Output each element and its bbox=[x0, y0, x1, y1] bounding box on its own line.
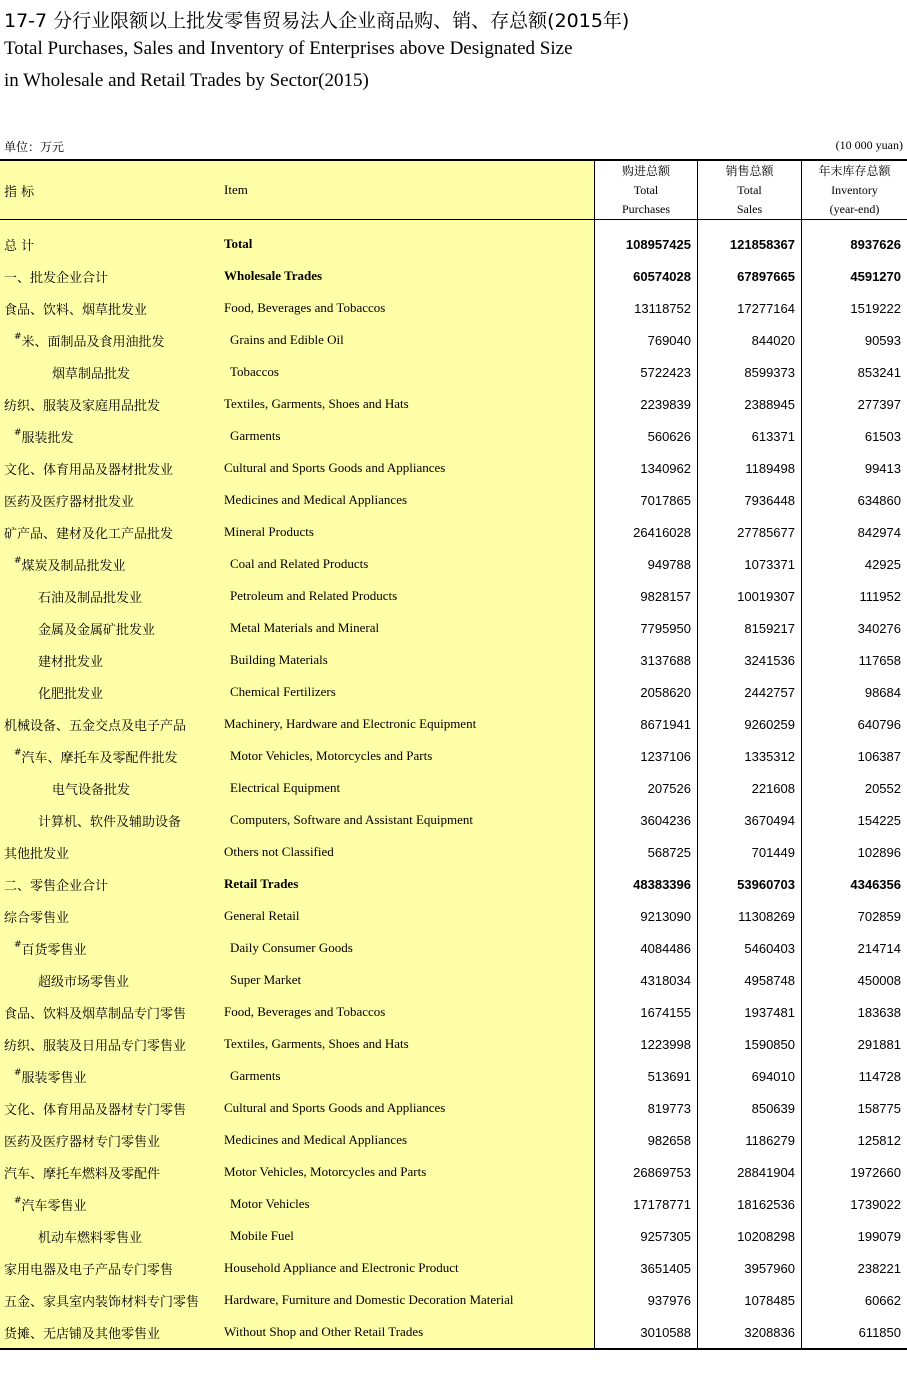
cell-sales: 1186279 bbox=[697, 1124, 801, 1156]
cell-purchases: 1340962 bbox=[594, 452, 697, 484]
row-indicator-cn bbox=[0, 900, 216, 932]
row-indicator-text: 机械设备、五金交点及电子产品 bbox=[4, 718, 187, 734]
cell-inventory: 238221 bbox=[801, 1252, 907, 1284]
row-indicator-text: 综合零售业 bbox=[4, 910, 70, 926]
row-indicator-text: 纺织、服装及日用品专门零售业 bbox=[4, 1038, 187, 1054]
header-inventory-en1: Inventory bbox=[831, 182, 878, 197]
cell-sales: 18162536 bbox=[697, 1188, 801, 1220]
cell-inventory: 634860 bbox=[801, 484, 907, 516]
cell-sales: 850639 bbox=[697, 1092, 801, 1124]
row-indicator-cn bbox=[0, 324, 216, 356]
cell-inventory: 4591270 bbox=[801, 260, 907, 292]
row-indicator-text: 百货零售业 bbox=[21, 942, 87, 958]
table-row bbox=[0, 1028, 907, 1060]
row-item-en: Cultural and Sports Goods and Appliances bbox=[216, 452, 594, 484]
cell-inventory: 158775 bbox=[801, 1092, 907, 1124]
cell-inventory: 1972660 bbox=[801, 1156, 907, 1188]
cell-inventory: 1739022 bbox=[801, 1188, 907, 1220]
table-row bbox=[0, 1316, 907, 1348]
row-indicator-cn bbox=[0, 708, 216, 740]
row-item-en: Building Materials bbox=[216, 644, 594, 676]
table-row bbox=[0, 836, 907, 868]
row-indicator-cn bbox=[0, 964, 216, 996]
cell-sales: 17277164 bbox=[697, 292, 801, 324]
row-indicator-text: 石油及制品批发业 bbox=[38, 590, 143, 606]
row-indicator-cn bbox=[0, 932, 216, 964]
table-row bbox=[0, 708, 907, 740]
cell-sales: 1073371 bbox=[697, 548, 801, 580]
row-item-en: General Retail bbox=[216, 900, 594, 932]
row-indicator-cn bbox=[0, 740, 216, 772]
table-row bbox=[0, 644, 907, 676]
cell-sales: 53960703 bbox=[697, 868, 801, 900]
table-row bbox=[0, 548, 907, 580]
cell-inventory: 61503 bbox=[801, 420, 907, 452]
row-item-en: Mobile Fuel bbox=[216, 1220, 594, 1252]
cell-sales: 694010 bbox=[697, 1060, 801, 1092]
table-row bbox=[0, 1156, 907, 1188]
cell-sales: 1078485 bbox=[697, 1284, 801, 1316]
row-indicator-cn bbox=[0, 452, 216, 484]
cell-purchases: 5722423 bbox=[594, 356, 697, 388]
cell-inventory: 842974 bbox=[801, 516, 907, 548]
cell-inventory: 611850 bbox=[801, 1316, 907, 1348]
table-row bbox=[0, 484, 907, 516]
cell-purchases: 9257305 bbox=[594, 1220, 697, 1252]
row-indicator-cn bbox=[0, 260, 216, 292]
table-row bbox=[0, 900, 907, 932]
row-indicator-cn bbox=[0, 548, 216, 580]
footnote-marker: # bbox=[14, 556, 22, 566]
table-row bbox=[0, 324, 907, 356]
cell-sales: 844020 bbox=[697, 324, 801, 356]
cell-purchases: 1223998 bbox=[594, 1028, 697, 1060]
row-indicator-cn bbox=[0, 1092, 216, 1124]
cell-inventory: 8937626 bbox=[801, 228, 907, 260]
table-row bbox=[0, 452, 907, 484]
row-indicator-text: 五金、家具室内装饰材料专门零售 bbox=[4, 1294, 200, 1310]
row-item-en: Motor Vehicles, Motorcycles and Parts bbox=[216, 1156, 594, 1188]
row-indicator-cn bbox=[0, 676, 216, 708]
cell-inventory: 450008 bbox=[801, 964, 907, 996]
cell-inventory: 20552 bbox=[801, 772, 907, 804]
row-item-en: Tobaccos bbox=[216, 356, 594, 388]
cell-purchases: 3137688 bbox=[594, 644, 697, 676]
table-row bbox=[0, 740, 907, 772]
row-indicator-text: 文化、体育用品及器材专门零售 bbox=[4, 1102, 187, 1118]
row-item-en: Textiles, Garments, Shoes and Hats bbox=[216, 1028, 594, 1060]
cell-purchases: 26416028 bbox=[594, 516, 697, 548]
row-indicator-text: 建材批发业 bbox=[38, 654, 104, 670]
row-item-en: Others not Classified bbox=[216, 836, 594, 868]
cell-purchases: 513691 bbox=[594, 1060, 697, 1092]
table-row bbox=[0, 1060, 907, 1092]
table-row bbox=[0, 612, 907, 644]
table-title-cn: 17-7 分行业限额以上批发零售贸易法人企业商品购、销、存总额(2015年) bbox=[4, 10, 630, 32]
cell-sales: 1335312 bbox=[697, 740, 801, 772]
row-item-en: Medicines and Medical Appliances bbox=[216, 484, 594, 516]
cell-inventory: 4346356 bbox=[801, 868, 907, 900]
row-indicator-cn bbox=[0, 1028, 216, 1060]
table-row bbox=[0, 1092, 907, 1124]
cell-purchases: 949788 bbox=[594, 548, 697, 580]
unit-label-en: (10 000 yuan) bbox=[835, 138, 903, 152]
table-spacer bbox=[0, 220, 907, 228]
cell-sales: 2442757 bbox=[697, 676, 801, 708]
header-purchases-cn: 购进总额 bbox=[621, 163, 670, 178]
cell-sales: 8159217 bbox=[697, 612, 801, 644]
row-indicator-cn bbox=[0, 1252, 216, 1284]
cell-inventory: 99413 bbox=[801, 452, 907, 484]
cell-inventory: 111952 bbox=[801, 580, 907, 612]
cell-sales: 7936448 bbox=[697, 484, 801, 516]
row-indicator-cn bbox=[0, 1060, 216, 1092]
header-sales-cn: 销售总额 bbox=[725, 163, 774, 178]
header-purchases-en2: Purchases bbox=[622, 201, 670, 216]
cell-purchases: 13118752 bbox=[594, 292, 697, 324]
cell-inventory: 853241 bbox=[801, 356, 907, 388]
table-row bbox=[0, 1220, 907, 1252]
cell-inventory: 640796 bbox=[801, 708, 907, 740]
cell-sales: 10208298 bbox=[697, 1220, 801, 1252]
cell-purchases: 48383396 bbox=[594, 868, 697, 900]
table-row bbox=[0, 228, 907, 260]
row-indicator-text: 家用电器及电子产品专门零售 bbox=[4, 1262, 174, 1278]
cell-inventory: 277397 bbox=[801, 388, 907, 420]
cell-purchases: 3010588 bbox=[594, 1316, 697, 1348]
cell-sales: 4958748 bbox=[697, 964, 801, 996]
table-row bbox=[0, 932, 907, 964]
cell-sales: 9260259 bbox=[697, 708, 801, 740]
row-item-en: Motor Vehicles, Motorcycles and Parts bbox=[216, 740, 594, 772]
header-inventory-cn: 年末库存总额 bbox=[818, 163, 891, 178]
cell-purchases: 3651405 bbox=[594, 1252, 697, 1284]
cell-purchases: 7795950 bbox=[594, 612, 697, 644]
cell-sales: 2388945 bbox=[697, 388, 801, 420]
cell-purchases: 4318034 bbox=[594, 964, 697, 996]
cell-inventory: 183638 bbox=[801, 996, 907, 1028]
row-indicator-cn bbox=[0, 1220, 216, 1252]
row-indicator-text: 食品、饮料、烟草批发业 bbox=[4, 302, 148, 318]
table-row bbox=[0, 996, 907, 1028]
table-row bbox=[0, 964, 907, 996]
row-item-en: Machinery, Hardware and Electronic Equipment bbox=[216, 708, 594, 740]
cell-purchases: 26869753 bbox=[594, 1156, 697, 1188]
row-indicator-cn bbox=[0, 1316, 216, 1348]
row-indicator-text: 汽车、摩托车及零配件批发 bbox=[21, 750, 178, 766]
row-indicator-cn bbox=[0, 836, 216, 868]
row-indicator-cn bbox=[0, 484, 216, 516]
table-row bbox=[0, 1124, 907, 1156]
row-indicator-text: 二、零售企业合计 bbox=[4, 878, 109, 894]
row-item-en: Chemical Fertilizers bbox=[216, 676, 594, 708]
cell-purchases: 108957425 bbox=[594, 228, 697, 260]
row-item-en: Medicines and Medical Appliances bbox=[216, 1124, 594, 1156]
row-item-en: Textiles, Garments, Shoes and Hats bbox=[216, 388, 594, 420]
cell-sales: 27785677 bbox=[697, 516, 801, 548]
cell-inventory: 117658 bbox=[801, 644, 907, 676]
row-indicator-text: 医药及医疗器材批发业 bbox=[4, 494, 135, 510]
table-row bbox=[0, 420, 907, 452]
footnote-marker: # bbox=[14, 1068, 22, 1078]
unit-label-cn: 单位：万元 bbox=[4, 140, 65, 154]
header-inventory bbox=[801, 161, 907, 219]
cell-sales: 3670494 bbox=[697, 804, 801, 836]
cell-sales: 1937481 bbox=[697, 996, 801, 1028]
row-item-en: Garments bbox=[216, 420, 594, 452]
cell-purchases: 9828157 bbox=[594, 580, 697, 612]
row-indicator-cn bbox=[0, 580, 216, 612]
table-header bbox=[0, 161, 907, 220]
row-item-en: Mineral Products bbox=[216, 516, 594, 548]
row-item-en: Motor Vehicles bbox=[216, 1188, 594, 1220]
cell-inventory: 42925 bbox=[801, 548, 907, 580]
table-row bbox=[0, 580, 907, 612]
table-row bbox=[0, 1188, 907, 1220]
row-indicator-text: 金属及金属矿批发业 bbox=[38, 622, 156, 638]
cell-purchases: 2058620 bbox=[594, 676, 697, 708]
cell-purchases: 560626 bbox=[594, 420, 697, 452]
table-row bbox=[0, 356, 907, 388]
row-indicator-cn bbox=[0, 1188, 216, 1220]
row-indicator-text: 矿产品、建材及化工产品批发 bbox=[4, 526, 174, 542]
row-item-en: Wholesale Trades bbox=[216, 260, 594, 292]
cell-purchases: 937976 bbox=[594, 1284, 697, 1316]
header-indicator: 指 标 bbox=[0, 161, 216, 219]
table-row bbox=[0, 1252, 907, 1284]
row-indicator-text: 服装批发 bbox=[21, 430, 74, 446]
row-indicator-text: 米、面制品及食用油批发 bbox=[21, 334, 165, 350]
row-indicator-text: 食品、饮料及烟草制品专门零售 bbox=[4, 1006, 187, 1022]
table-row bbox=[0, 1284, 907, 1316]
cell-inventory: 90593 bbox=[801, 324, 907, 356]
cell-purchases: 3604236 bbox=[594, 804, 697, 836]
table-row bbox=[0, 676, 907, 708]
row-indicator-cn bbox=[0, 1156, 216, 1188]
row-indicator-cn bbox=[0, 804, 216, 836]
header-item: Item bbox=[216, 161, 594, 219]
cell-inventory: 214714 bbox=[801, 932, 907, 964]
row-indicator-cn bbox=[0, 1284, 216, 1316]
cell-inventory: 102896 bbox=[801, 836, 907, 868]
table-row bbox=[0, 868, 907, 900]
row-item-en: Garments bbox=[216, 1060, 594, 1092]
cell-sales: 3957960 bbox=[697, 1252, 801, 1284]
row-item-en: Computers, Software and Assistant Equipment bbox=[216, 804, 594, 836]
cell-purchases: 7017865 bbox=[594, 484, 697, 516]
row-indicator-cn bbox=[0, 292, 216, 324]
cell-purchases: 60574028 bbox=[594, 260, 697, 292]
header-sales-en2: Sales bbox=[736, 201, 763, 216]
row-indicator-text: 化肥批发业 bbox=[38, 686, 104, 702]
row-indicator-cn bbox=[0, 868, 216, 900]
cell-sales: 3241536 bbox=[697, 644, 801, 676]
row-indicator-cn bbox=[0, 996, 216, 1028]
cell-purchases: 8671941 bbox=[594, 708, 697, 740]
footnote-marker: # bbox=[14, 428, 22, 438]
cell-sales: 1189498 bbox=[697, 452, 801, 484]
cell-purchases: 17178771 bbox=[594, 1188, 697, 1220]
table-row bbox=[0, 260, 907, 292]
table-title-en-line1: Total Purchases, Sales and Inventory of Enterprises above Designated Size bbox=[4, 38, 573, 59]
row-indicator-text: 服装零售业 bbox=[21, 1070, 87, 1086]
table-body bbox=[0, 228, 907, 1348]
row-item-en: Without Shop and Other Retail Trades bbox=[216, 1316, 594, 1348]
header-purchases-en1: Total bbox=[633, 182, 659, 197]
row-indicator-text: 货摊、无店铺及其他零售业 bbox=[4, 1326, 161, 1342]
cell-sales: 121858367 bbox=[697, 228, 801, 260]
row-indicator-text: 汽车、摩托车燃料及零配件 bbox=[4, 1166, 161, 1182]
cell-sales: 67897665 bbox=[697, 260, 801, 292]
cell-sales: 28841904 bbox=[697, 1156, 801, 1188]
cell-purchases: 819773 bbox=[594, 1092, 697, 1124]
cell-sales: 613371 bbox=[697, 420, 801, 452]
cell-purchases: 1674155 bbox=[594, 996, 697, 1028]
row-indicator-text: 一、批发企业合计 bbox=[4, 270, 109, 286]
row-indicator-text: 纺织、服装及家庭用品批发 bbox=[4, 398, 161, 414]
cell-sales: 701449 bbox=[697, 836, 801, 868]
row-item-en: Metal Materials and Mineral bbox=[216, 612, 594, 644]
cell-sales: 221608 bbox=[697, 772, 801, 804]
cell-purchases: 769040 bbox=[594, 324, 697, 356]
row-item-en: Cultural and Sports Goods and Appliances bbox=[216, 1092, 594, 1124]
data-table bbox=[0, 159, 907, 1350]
row-indicator-text: 计算机、软件及辅助设备 bbox=[38, 814, 182, 830]
row-item-en: Food, Beverages and Tobaccos bbox=[216, 292, 594, 324]
cell-purchases: 982658 bbox=[594, 1124, 697, 1156]
table-row bbox=[0, 804, 907, 836]
row-indicator-cn bbox=[0, 388, 216, 420]
row-item-en: Petroleum and Related Products bbox=[216, 580, 594, 612]
cell-inventory: 291881 bbox=[801, 1028, 907, 1060]
cell-purchases: 207526 bbox=[594, 772, 697, 804]
row-indicator-text: 超级市场零售业 bbox=[38, 974, 130, 990]
row-item-en: Retail Trades bbox=[216, 868, 594, 900]
table-row bbox=[0, 292, 907, 324]
cell-sales: 3208836 bbox=[697, 1316, 801, 1348]
table-row bbox=[0, 388, 907, 420]
row-item-en: Electrical Equipment bbox=[216, 772, 594, 804]
cell-purchases: 9213090 bbox=[594, 900, 697, 932]
table-title-en-line2: in Wholesale and Retail Trades by Sector(2015) bbox=[4, 70, 369, 91]
row-item-en: Grains and Edible Oil bbox=[216, 324, 594, 356]
row-item-en: Super Market bbox=[216, 964, 594, 996]
row-indicator-text: 文化、体育用品及器材批发业 bbox=[4, 462, 174, 478]
cell-inventory: 1519222 bbox=[801, 292, 907, 324]
row-indicator-cn bbox=[0, 356, 216, 388]
row-indicator-text: 其他批发业 bbox=[4, 846, 70, 862]
row-indicator-cn bbox=[0, 772, 216, 804]
row-indicator-cn bbox=[0, 516, 216, 548]
cell-inventory: 199079 bbox=[801, 1220, 907, 1252]
cell-inventory: 98684 bbox=[801, 676, 907, 708]
cell-sales: 8599373 bbox=[697, 356, 801, 388]
row-indicator-cn bbox=[0, 644, 216, 676]
footnote-marker: # bbox=[14, 332, 22, 342]
row-indicator-cn bbox=[0, 612, 216, 644]
row-item-en: Daily Consumer Goods bbox=[216, 932, 594, 964]
cell-purchases: 568725 bbox=[594, 836, 697, 868]
cell-sales: 11308269 bbox=[697, 900, 801, 932]
row-item-en: Coal and Related Products bbox=[216, 548, 594, 580]
cell-inventory: 106387 bbox=[801, 740, 907, 772]
cell-inventory: 154225 bbox=[801, 804, 907, 836]
cell-sales: 5460403 bbox=[697, 932, 801, 964]
row-indicator-cn bbox=[0, 228, 216, 260]
row-indicator-cn bbox=[0, 1124, 216, 1156]
row-indicator-text: 煤炭及制品批发业 bbox=[21, 558, 126, 574]
footnote-marker: # bbox=[14, 748, 22, 758]
row-item-en: Household Appliance and Electronic Product bbox=[216, 1252, 594, 1284]
table-row bbox=[0, 516, 907, 548]
header-purchases bbox=[594, 161, 697, 219]
row-item-en: Hardware, Furniture and Domestic Decoration Material bbox=[216, 1284, 594, 1316]
row-indicator-text: 电气设备批发 bbox=[52, 782, 131, 798]
row-indicator-text: 汽车零售业 bbox=[21, 1198, 87, 1214]
row-indicator-text: 医药及医疗器材专门零售业 bbox=[4, 1134, 161, 1150]
cell-purchases: 1237106 bbox=[594, 740, 697, 772]
row-indicator-cn bbox=[0, 420, 216, 452]
cell-inventory: 114728 bbox=[801, 1060, 907, 1092]
cell-inventory: 125812 bbox=[801, 1124, 907, 1156]
row-indicator-text: 烟草制品批发 bbox=[52, 366, 131, 382]
header-inventory-en2: (year-end) bbox=[829, 201, 880, 216]
row-item-en: Food, Beverages and Tobaccos bbox=[216, 996, 594, 1028]
row-indicator-text: 机动车燃料零售业 bbox=[38, 1230, 143, 1246]
cell-inventory: 702859 bbox=[801, 900, 907, 932]
header-sales-en1: Total bbox=[737, 182, 762, 197]
cell-sales: 1590850 bbox=[697, 1028, 801, 1060]
footnote-marker: # bbox=[14, 1196, 22, 1206]
cell-sales: 10019307 bbox=[697, 580, 801, 612]
row-item-en: Total bbox=[216, 228, 594, 260]
cell-inventory: 340276 bbox=[801, 612, 907, 644]
cell-purchases: 2239839 bbox=[594, 388, 697, 420]
cell-inventory: 60662 bbox=[801, 1284, 907, 1316]
header-sales bbox=[697, 161, 801, 219]
table-row bbox=[0, 772, 907, 804]
row-indicator-text: 总 计 bbox=[4, 238, 35, 254]
cell-purchases: 4084486 bbox=[594, 932, 697, 964]
footnote-marker: # bbox=[14, 940, 22, 950]
